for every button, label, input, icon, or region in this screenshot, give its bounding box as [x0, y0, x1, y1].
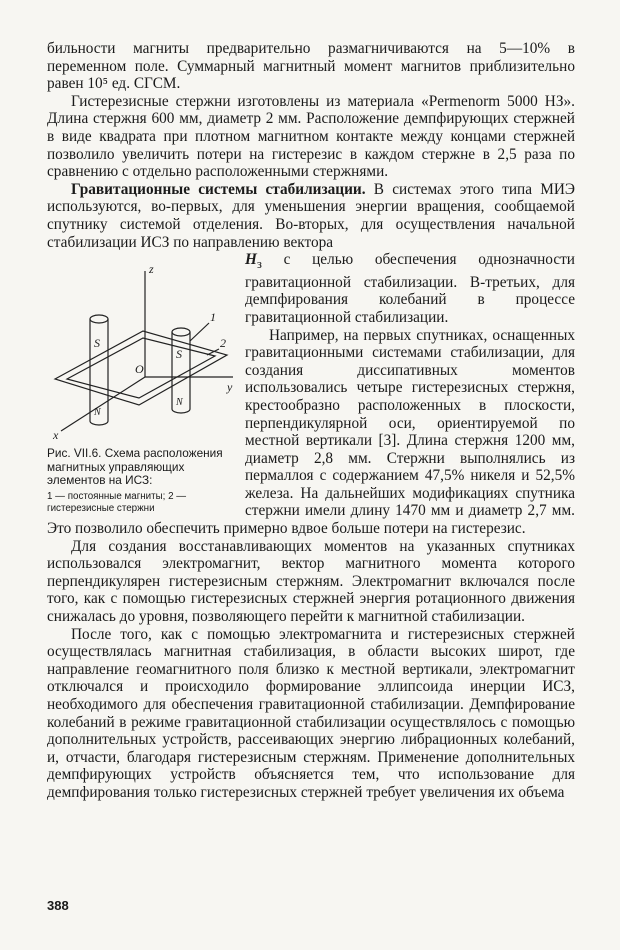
label-n-left: N: [94, 407, 101, 419]
label-n-right: N: [176, 397, 183, 409]
figure-legend: 1 — постоянные магниты; 2 — гистерезисные стержни: [47, 491, 187, 514]
vector-subscript: з: [256, 257, 262, 272]
paragraph-3-cont: [245, 251, 262, 272]
paragraph-1: бильности магниты предварительно размагничиваются на 5—10% в переменном поле. Суммарный магнитный момент магнитов приблизительно равен 10⁵ ед. СГСМ.: [47, 40, 575, 93]
paragraph-3-text: В системах этого типа МИЭ используются, во-первых, для уменьшения энергии вращения, сообщаемой спутнику системой отделения. Во-вторых, для осуществления начальной стабилизации ИСЗ по направлению вектора: [47, 180, 575, 251]
magnet-top-2: [172, 328, 190, 336]
section-heading: Гравитационные системы стабилизации.: [71, 180, 366, 198]
paragraph-6: После того, как с помощью электромагнита и гистерезисных стержней осуществлялась магнитная стабилизация, в области высоких широт, где направление геомагнитного поля близко к местной вертикали, электромагнит отключался и происходило формирование эллипсоида инерции ИСЗ, необходимого для обеспечения гравитационной стабилизации. Демпфирование колебаний в режиме гравитационной стабилизации осуществлялось с помощью дополнительных устройств, рассеивающих энергию либрационных колебаний, и, отчасти, благодаря гистерезисным стержням. Применение дополнительных демпфирующих устройств объясняется тем, что использование для демпфирования только гистерезисных стержней требует увеличения их объема: [47, 625, 575, 801]
page-number: 388: [47, 898, 69, 913]
leader-1: [190, 323, 209, 341]
label-num-2: 2: [220, 336, 226, 351]
magnet-diagram: [47, 259, 239, 441]
figure-caption: Рис. VII.6. Схема расположения магнитных управляющих элементов на ИСЗ:: [47, 446, 223, 487]
paragraph-2: Гистерезисные стержни изготовлены из материала «Permenorm 5000 НЗ». Длина стержня 600 мм, диаметр 2 мм. Расположение демпфирующих стержней в виде квадрата при плотном магнитном контакте между концами стержней позволило увеличить потери на гистерезис в каждом стержне в 2,5 раза по сравнению с отдельно расположенными стержнями.: [47, 92, 575, 181]
paragraph-5: Для создания восстанавливающих моментов на указанных спутниках использовался электромагнит, вектор магнитного момента которого перпендикулярен гистерезисным стержням. Электромагнит включался после того, как с помощью гистерезисных стержней энергия ротационного движения снижалась до уровня, позволяющего перейти к магнитной стабилизации.: [47, 537, 575, 626]
paragraph-3: [47, 181, 575, 251]
label-z: z: [149, 262, 154, 277]
figure-vii-6: [47, 259, 239, 514]
label-origin: O: [135, 362, 144, 377]
vector-h: H: [245, 251, 257, 269]
label-s-right: S: [176, 347, 182, 362]
paragraph-4: Например, на первых спутниках, оснащенных гравитационными системами стабилизации, для создания диссипативных моментов использовались четыре гистерезисных стержня, крестообразно расположенных в плоскости, перпендикулярной оси, ориентируемой по местной вертикали [3]. Длина стержня 1200 мм, диаметр 2,8 мм. Стержни выполнялись из пермаллоя с содержанием 47,5% никеля и 52,5% железа. На дальнейших модификациях спутника стержни имели длину 1470 мм и диаметр 2,7 мм. Это позволило обеспечить примерно вдвое больше потери на гистерезис.: [47, 326, 575, 538]
page-content: [47, 40, 575, 802]
magnet-top-1: [90, 315, 108, 323]
label-x: x: [53, 428, 59, 442]
paragraph-3-text2: с целью обеспечения однозначности гравитационной стабилизации. В-третьих, для демпфирования колебаний в процессе гравитационной стабилизации.: [245, 251, 575, 326]
label-num-1: 1: [210, 310, 216, 325]
label-s-left: S: [94, 336, 100, 351]
label-y: y: [227, 380, 233, 395]
